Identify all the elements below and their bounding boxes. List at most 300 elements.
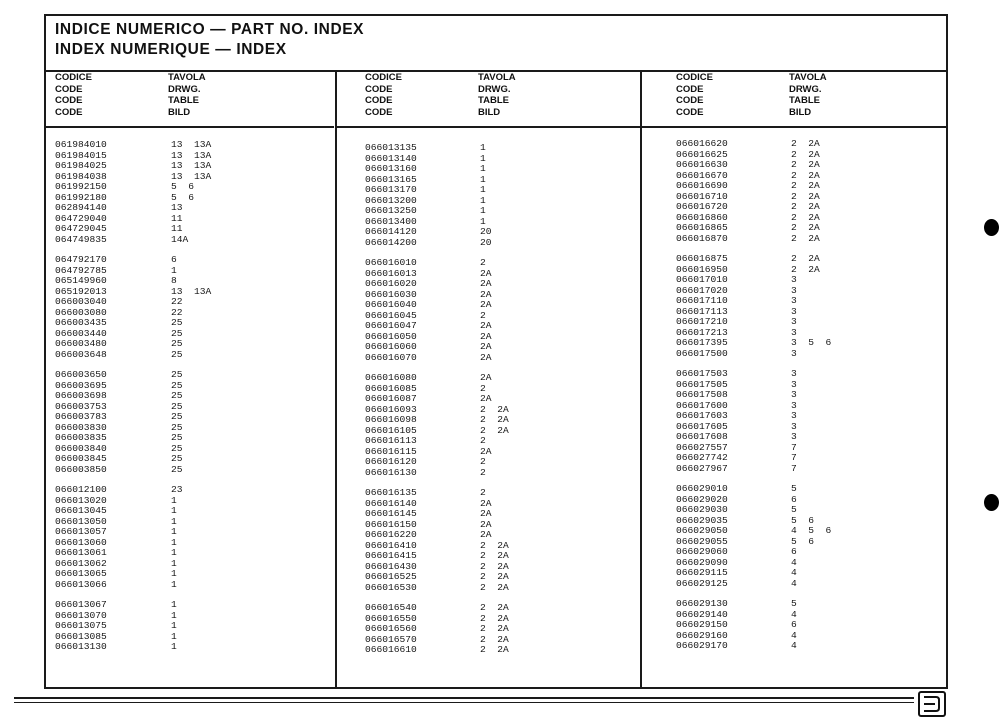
column-header <box>337 70 642 128</box>
entry-code: 066003840 <box>55 442 107 454</box>
entry-table-ref: 2A <box>480 393 492 404</box>
entry-code: 066016950 <box>676 263 728 275</box>
header-table-label: TAVOLA <box>789 72 827 83</box>
entry-table-ref: 3 <box>791 431 797 442</box>
entry-table-ref: 2 <box>480 435 486 446</box>
entry-table-ref: 1 <box>171 609 177 621</box>
entry-code: 066013070 <box>55 609 107 621</box>
entry-code: 066016865 <box>676 222 728 233</box>
entry-table-ref: 2 2A <box>791 190 820 202</box>
entry-code: 066016140 <box>365 497 417 509</box>
entry-code: 064729045 <box>55 223 107 234</box>
entry-table-ref: 2A <box>480 330 492 342</box>
entry-code: 066016105 <box>365 424 417 436</box>
entry-code: 066003648 <box>55 348 107 360</box>
entry-table-ref: 1 <box>171 557 177 569</box>
column-header <box>46 70 334 128</box>
entry-table-ref: 1 <box>171 536 177 548</box>
entry-code: 066029060 <box>676 546 728 557</box>
header-code-label: CODE <box>365 95 393 107</box>
entry-table-ref: 14A <box>171 233 189 245</box>
entry-table-ref: 25 <box>171 400 183 412</box>
header-table-label: TABLE <box>478 95 509 107</box>
entry-code: 066017600 <box>676 399 728 411</box>
header-table-label: DRWG. <box>478 83 511 95</box>
entry-table-ref: 2A <box>480 372 492 383</box>
entry-code: 066017010 <box>676 274 728 285</box>
entry-table-ref: 1 <box>480 184 486 195</box>
entry-table-ref: 1 <box>171 494 177 506</box>
entry-table-ref: 11 <box>171 212 183 224</box>
entry-table-ref: 1 <box>480 194 486 206</box>
header-code-label: CODE <box>676 83 704 95</box>
entry-table-ref: 2 2A <box>791 232 820 244</box>
entry-code: 066003435 <box>55 317 107 328</box>
entry-code: 066016620 <box>676 138 728 149</box>
entry-table-ref: 2 2A <box>480 571 509 582</box>
entry-table-ref: 2 2A <box>791 180 820 191</box>
entry-table-ref: 4 <box>791 640 797 651</box>
entry-table-ref: 1 <box>171 568 177 579</box>
entry-table-ref: 1 <box>171 599 177 610</box>
entry-code: 066029115 <box>676 567 728 578</box>
entry-code: 066016093 <box>365 403 417 415</box>
entry-table-ref: 11 <box>171 223 183 234</box>
entry-table-ref: 2A <box>480 518 492 530</box>
entry-code: 066016020 <box>365 278 417 289</box>
entry-code: 066013130 <box>55 641 107 652</box>
entry-table-ref: 2A <box>480 497 492 509</box>
entry-code: 066003753 <box>55 400 107 412</box>
entry-table-ref: 25 <box>171 421 183 433</box>
entry-code: 066016120 <box>365 456 417 467</box>
entry-code: 066016098 <box>365 414 417 425</box>
entry-table-ref: 1 <box>171 620 177 631</box>
entry-table-ref: 2 2A <box>791 222 820 233</box>
entry-code: 066016570 <box>365 633 417 645</box>
entry-code: 066016710 <box>676 190 728 202</box>
entry-table-ref: 25 <box>171 327 183 339</box>
entry-code: 066016040 <box>365 299 417 310</box>
bottom-rule-thick <box>14 697 914 699</box>
header-code-label: CODICE <box>676 72 713 83</box>
entry-table-ref: 2 2A <box>480 644 509 655</box>
entry-code: 066017605 <box>676 420 728 432</box>
entry-code: 066029150 <box>676 619 728 630</box>
entry-table-ref: 2 2A <box>480 424 509 436</box>
entry-table-ref: 6 <box>171 254 177 265</box>
entry-code: 066013065 <box>55 568 107 579</box>
entry-code: 066013061 <box>55 547 107 558</box>
entry-code: 066016430 <box>365 560 417 572</box>
entry-code: 066017395 <box>676 337 728 348</box>
entry-code: 066003783 <box>55 411 107 422</box>
header-table-label: BILD <box>478 107 501 119</box>
entry-code: 066016045 <box>365 309 417 321</box>
entry-code: 066016720 <box>676 201 728 212</box>
header-code-label: CODE <box>55 107 83 119</box>
page-tab-icon <box>918 691 946 717</box>
entry-code: 066017500 <box>676 347 728 359</box>
header-table-label: TABLE <box>168 95 199 107</box>
entry-code: 062894140 <box>55 202 107 213</box>
header-table-label: DRWG. <box>789 83 822 95</box>
entry-table-ref: 6 <box>791 493 797 505</box>
entry-code: 066013135 <box>365 142 417 153</box>
entry-code: 061992180 <box>55 191 107 203</box>
entry-code: 066016047 <box>365 320 417 331</box>
entry-code: 066003080 <box>55 306 107 318</box>
entry-table-ref: 1 <box>480 205 486 216</box>
entry-table-ref: 1 <box>480 142 486 153</box>
entry-code: 066016875 <box>676 253 728 264</box>
entry-code: 066016625 <box>676 148 728 160</box>
entry-table-ref: 4 <box>791 567 797 578</box>
header-table-label: TABLE <box>789 95 820 107</box>
header-table-label: DRWG. <box>168 83 201 95</box>
entry-table-ref: 7 <box>791 441 797 453</box>
entry-code: 066003835 <box>55 432 107 443</box>
entry-table-ref: 3 <box>791 420 797 432</box>
header-code-label: CODE <box>365 83 393 95</box>
entry-code: 066017608 <box>676 431 728 442</box>
entry-table-ref: 2 2A <box>791 263 820 275</box>
index-column-3 <box>640 70 948 687</box>
entry-table-ref: 3 <box>791 316 797 327</box>
entry-code: 066016630 <box>676 159 728 170</box>
entry-table-ref: 1 <box>171 264 177 276</box>
entry-table-ref: 2 2A <box>791 201 820 212</box>
entry-table-ref: 2 2A <box>791 159 820 170</box>
entry-code: 066016220 <box>365 529 417 540</box>
entry-code: 066013075 <box>55 620 107 631</box>
entry-code: 066003650 <box>55 369 107 380</box>
entry-table-ref: 5 <box>791 598 797 609</box>
entry-code: 066017508 <box>676 389 728 400</box>
entry-table-ref: 4 <box>791 556 797 568</box>
entry-code: 066029050 <box>676 525 728 536</box>
entry-table-ref: 2A <box>480 299 492 310</box>
entry-table-ref: 3 <box>791 368 797 379</box>
entry-code: 066016525 <box>365 571 417 582</box>
entry-table-ref: 5 6 <box>171 191 195 203</box>
entry-code: 066016085 <box>365 382 417 394</box>
entry-table-ref: 2 2A <box>791 211 820 223</box>
entry-code: 066013020 <box>55 494 107 506</box>
entry-table-ref: 20 <box>480 236 492 248</box>
entry-code: 066029140 <box>676 608 728 620</box>
entry-code: 066013045 <box>55 505 107 516</box>
entry-code: 066029030 <box>676 504 728 515</box>
entry-code: 066016060 <box>365 341 417 352</box>
entry-code: 066013057 <box>55 526 107 537</box>
entry-code: 066014120 <box>365 226 417 237</box>
entry-table-ref: 13 13A <box>171 160 212 171</box>
entry-table-ref: 5 <box>791 504 797 515</box>
entry-table-ref: 3 <box>791 410 797 421</box>
entry-code: 065192013 <box>55 285 107 297</box>
entry-code: 066013400 <box>365 215 417 227</box>
entry-code: 066003850 <box>55 463 107 475</box>
entry-code: 066016087 <box>365 393 417 404</box>
entry-table-ref: 2A <box>480 267 492 279</box>
entry-table-ref: 3 <box>791 295 797 306</box>
entry-code: 066016115 <box>365 445 417 457</box>
entry-code: 066016130 <box>365 466 417 478</box>
entry-table-ref: 2A <box>480 351 492 363</box>
entry-table-ref: 2 2A <box>480 414 509 425</box>
entry-code: 066013050 <box>55 515 107 527</box>
entry-table-ref: 2A <box>480 341 492 352</box>
entry-code: 066013250 <box>365 205 417 216</box>
entry-table-ref: 3 5 6 <box>791 337 832 348</box>
entry-code: 066003695 <box>55 379 107 391</box>
entry-table-ref: 2 2A <box>480 602 509 613</box>
entry-code: 066003830 <box>55 421 107 433</box>
title-line-1: INDICE NUMERICO — PART NO. INDEX <box>55 21 365 38</box>
entry-table-ref: 1 <box>171 578 177 590</box>
entry-table-ref: 25 <box>171 453 183 464</box>
entry-table-ref: 13 <box>171 202 183 213</box>
entry-table-ref: 3 <box>791 378 797 390</box>
entry-code: 066016415 <box>365 550 417 561</box>
entry-code: 066016135 <box>365 487 417 498</box>
entry-table-ref: 4 <box>791 608 797 620</box>
entry-table-ref: 2 2A <box>480 612 509 624</box>
entry-code: 066029170 <box>676 640 728 651</box>
entry-code: 066003698 <box>55 390 107 401</box>
entry-code: 066016690 <box>676 180 728 191</box>
entry-code: 064792785 <box>55 264 107 276</box>
entry-code: 066013067 <box>55 599 107 610</box>
entry-code: 066013066 <box>55 578 107 590</box>
entry-code: 066017213 <box>676 326 728 338</box>
entry-table-ref: 2A <box>480 445 492 457</box>
header-table-label: BILD <box>168 107 191 119</box>
entry-code: 061984038 <box>55 170 107 182</box>
entry-table-ref: 2 <box>480 257 486 268</box>
entry-table-ref: 25 <box>171 338 183 349</box>
entry-table-ref: 4 <box>791 577 797 589</box>
entry-table-ref: 2 2A <box>791 169 820 181</box>
entry-table-ref: 2 2A <box>791 148 820 160</box>
header-table-label: BILD <box>789 107 812 119</box>
entry-table-ref: 25 <box>171 432 183 443</box>
entry-table-ref: 3 <box>791 399 797 411</box>
entry-table-ref: 2A <box>480 288 492 300</box>
entry-code: 061984025 <box>55 160 107 171</box>
entry-table-ref: 1 <box>171 526 177 537</box>
entry-code: 066016550 <box>365 612 417 624</box>
entry-code: 065149960 <box>55 275 107 286</box>
header-code-label: CODE <box>365 107 393 119</box>
entry-table-ref: 2 2A <box>480 550 509 561</box>
entry-table-ref: 1 <box>480 173 486 185</box>
entry-table-ref: 2 <box>480 382 486 394</box>
entry-table-ref: 13 13A <box>171 170 212 182</box>
entry-table-ref: 25 <box>171 390 183 401</box>
entry-code: 066012100 <box>55 484 107 495</box>
entry-code: 066013060 <box>55 536 107 548</box>
entry-table-ref: 25 <box>171 348 183 360</box>
entry-code: 066016050 <box>365 330 417 342</box>
entry-code: 066016870 <box>676 232 728 244</box>
entry-code: 066029090 <box>676 556 728 568</box>
entry-table-ref: 2 2A <box>791 253 820 264</box>
entry-code: 066016610 <box>365 644 417 655</box>
entry-table-ref: 7 <box>791 452 797 463</box>
header-code-label: CODE <box>676 95 704 107</box>
entry-code: 066027557 <box>676 441 728 453</box>
entry-table-ref: 8 <box>171 275 177 286</box>
entry-table-ref: 23 <box>171 484 183 495</box>
entry-code: 066003480 <box>55 338 107 349</box>
entry-table-ref: 2 2A <box>480 539 509 551</box>
entry-code: 066016540 <box>365 602 417 613</box>
binder-hole-icon <box>984 494 999 511</box>
entry-code: 066017110 <box>676 295 728 306</box>
entry-code: 066016030 <box>365 288 417 300</box>
entry-code: 066013200 <box>365 194 417 206</box>
entry-code: 066013062 <box>55 557 107 569</box>
entry-table-ref: 1 <box>480 215 486 227</box>
entry-table-ref: 4 <box>791 629 797 641</box>
entry-table-ref: 25 <box>171 442 183 454</box>
entry-table-ref: 1 <box>171 630 177 642</box>
entry-code: 064792170 <box>55 254 107 265</box>
entry-code: 066016013 <box>365 267 417 279</box>
entry-code: 066003845 <box>55 453 107 464</box>
entry-code: 066013160 <box>365 163 417 174</box>
entry-table-ref: 3 <box>791 347 797 359</box>
entry-code: 066013170 <box>365 184 417 195</box>
entry-table-ref: 13 13A <box>171 285 212 297</box>
entry-table-ref: 2A <box>480 278 492 289</box>
entry-table-ref: 1 <box>480 163 486 174</box>
entry-code: 066003440 <box>55 327 107 339</box>
entry-table-ref: 4 5 6 <box>791 525 832 536</box>
entry-code: 066017505 <box>676 378 728 390</box>
entry-code: 066013085 <box>55 630 107 642</box>
entry-table-ref: 2 2A <box>791 138 820 149</box>
entry-table-ref: 22 <box>171 306 183 318</box>
entry-table-ref: 25 <box>171 317 183 328</box>
header-code-label: CODE <box>55 95 83 107</box>
entry-code: 066016150 <box>365 518 417 530</box>
entry-table-ref: 13 13A <box>171 139 212 150</box>
entry-code: 066016410 <box>365 539 417 551</box>
entry-code: 066029130 <box>676 598 728 609</box>
header-table-label: TAVOLA <box>478 72 516 83</box>
entry-code: 066016860 <box>676 211 728 223</box>
entry-table-ref: 25 <box>171 411 183 422</box>
entry-table-ref: 2 <box>480 456 486 467</box>
binder-hole-icon <box>984 219 999 236</box>
entry-code: 066016530 <box>365 581 417 593</box>
entry-table-ref: 2 2A <box>480 560 509 572</box>
entry-code: 066016070 <box>365 351 417 363</box>
index-column-1 <box>46 70 334 687</box>
entry-table-ref: 5 6 <box>791 535 815 547</box>
entry-code: 066027967 <box>676 462 728 474</box>
entry-table-ref: 1 <box>171 547 177 558</box>
entry-code: 066014200 <box>365 236 417 248</box>
entry-table-ref: 2 2A <box>480 403 509 415</box>
entry-code: 066016145 <box>365 508 417 519</box>
entry-code: 066029035 <box>676 514 728 526</box>
entry-code: 066016113 <box>365 435 417 446</box>
entry-table-ref: 2 <box>480 487 486 498</box>
entry-code: 066016560 <box>365 623 417 634</box>
entry-table-ref: 3 <box>791 326 797 338</box>
entry-table-ref: 5 <box>791 483 797 494</box>
entry-code: 066027742 <box>676 452 728 463</box>
entry-code: 066017603 <box>676 410 728 421</box>
entry-code: 066003040 <box>55 296 107 307</box>
entry-table-ref: 3 <box>791 284 797 296</box>
entry-code: 066016010 <box>365 257 417 268</box>
entry-code: 066029160 <box>676 629 728 641</box>
entry-code: 066013165 <box>365 173 417 185</box>
entry-code: 066016080 <box>365 372 417 383</box>
header-code-label: CODE <box>676 107 704 119</box>
entry-table-ref: 1 <box>171 641 177 652</box>
header-code-label: CODICE <box>55 72 92 83</box>
entry-code: 066017113 <box>676 305 728 317</box>
entry-code: 064729040 <box>55 212 107 224</box>
entry-code: 066029010 <box>676 483 728 494</box>
entry-table-ref: 6 <box>791 546 797 557</box>
entry-table-ref: 25 <box>171 379 183 391</box>
index-column-2 <box>335 70 642 687</box>
entry-table-ref: 2 <box>480 466 486 478</box>
entry-table-ref: 2 <box>480 309 486 321</box>
entry-table-ref: 3 <box>791 305 797 317</box>
entry-code: 066029020 <box>676 493 728 505</box>
header-table-label: TAVOLA <box>168 72 206 83</box>
entry-table-ref: 20 <box>480 226 492 237</box>
entry-table-ref: 2A <box>480 508 492 519</box>
entry-code: 066017020 <box>676 284 728 296</box>
header-code-label: CODICE <box>365 72 402 83</box>
entry-table-ref: 2 2A <box>480 633 509 645</box>
entry-table-ref: 25 <box>171 369 183 380</box>
entry-code: 061992150 <box>55 181 107 192</box>
entry-table-ref: 3 <box>791 274 797 285</box>
entry-table-ref: 5 6 <box>791 514 815 526</box>
entry-code: 066016670 <box>676 169 728 181</box>
entry-table-ref: 6 <box>791 619 797 630</box>
entry-table-ref: 2 2A <box>480 581 509 593</box>
title-box <box>46 16 946 72</box>
entry-table-ref: 7 <box>791 462 797 474</box>
bottom-rule-thin <box>14 702 914 703</box>
entry-code: 066013140 <box>365 152 417 164</box>
entry-code: 066029055 <box>676 535 728 547</box>
entry-code: 066017503 <box>676 368 728 379</box>
entry-table-ref: 1 <box>171 505 177 516</box>
entry-code: 066029125 <box>676 577 728 589</box>
header-code-label: CODE <box>55 83 83 95</box>
column-header <box>642 70 948 128</box>
entry-table-ref: 25 <box>171 463 183 475</box>
entry-code: 066017210 <box>676 316 728 327</box>
entry-table-ref: 5 6 <box>171 181 195 192</box>
entry-code: 061984015 <box>55 149 107 161</box>
entry-table-ref: 1 <box>480 152 486 164</box>
entry-table-ref: 3 <box>791 389 797 400</box>
entry-code: 061984010 <box>55 139 107 150</box>
